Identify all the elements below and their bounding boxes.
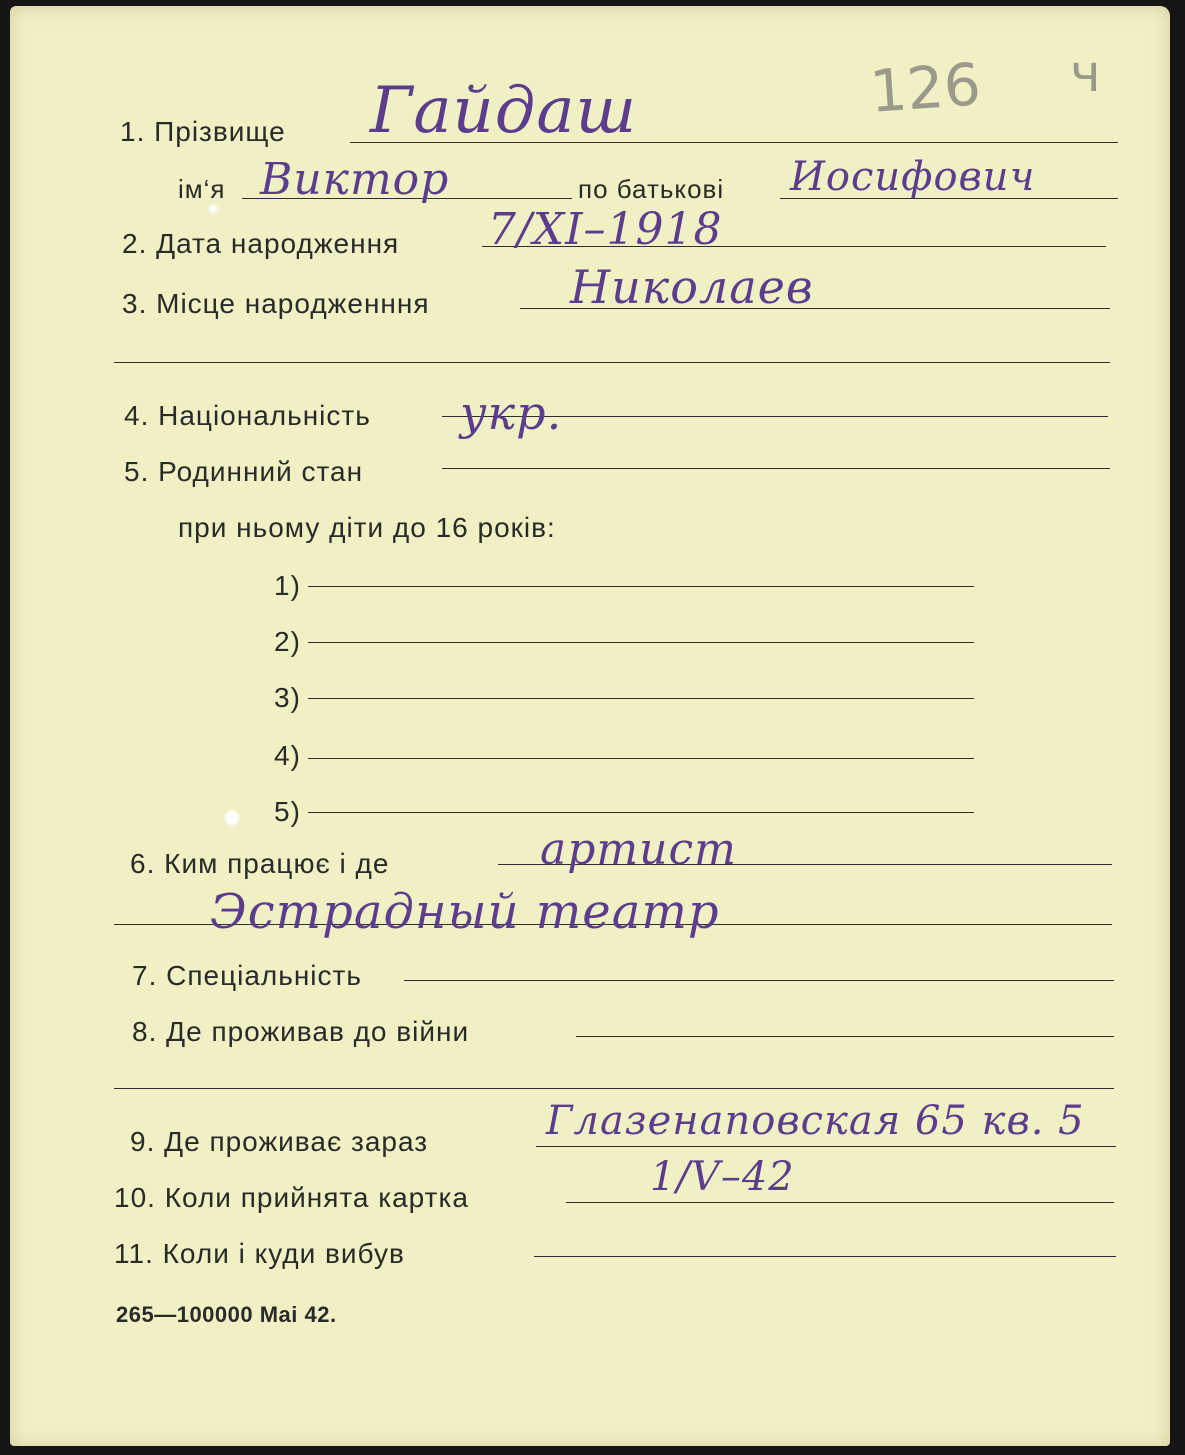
child-2-line	[308, 642, 974, 643]
work-label: 6. Ким працює і де	[130, 848, 390, 879]
archive-number: 126	[867, 50, 983, 126]
work-value-2: Эстрадный театр	[210, 884, 720, 940]
surname-value: Гайдаш	[370, 74, 638, 148]
patronymic-label: по батькові	[578, 174, 725, 204]
card-accepted-label: 10. Коли прийнята картка	[114, 1182, 469, 1213]
nationality-label: 4. Національність	[124, 400, 371, 431]
child-5-label: 5)	[274, 796, 301, 827]
child-4-label: 4)	[274, 740, 301, 771]
child-3-label: 3)	[274, 682, 301, 713]
specialty-line	[404, 980, 1114, 981]
birth-date-value: 7/XI–1918	[488, 204, 723, 255]
children-label: при ньому діти до 16 років:	[178, 512, 556, 543]
prewar-residence-line	[576, 1036, 1114, 1037]
departure-line	[534, 1256, 1116, 1257]
current-residence-value: Глазенаповская 65 кв. 5	[546, 1098, 1085, 1144]
marital-status-line	[442, 468, 1110, 469]
card-accepted-value: 1/V–42	[650, 1154, 795, 1200]
departure-label: 11. Коли і куди вибув	[114, 1238, 405, 1269]
prewar-residence-line-2	[114, 1088, 1114, 1089]
surname-label: 1. Прізвище	[120, 116, 286, 147]
child-3-line	[308, 698, 974, 699]
card-accepted-line	[566, 1202, 1114, 1203]
child-1-line	[308, 586, 974, 587]
first-name-label: ім‘я	[178, 174, 226, 204]
birth-place-value: Николаев	[570, 260, 814, 314]
first-name-value: Виктор	[260, 154, 450, 205]
prewar-residence-label: 8. Де проживав до війни	[132, 1016, 470, 1047]
nationality-value: укр.	[460, 386, 563, 440]
current-residence-label: 9. Де проживає зараз	[130, 1126, 429, 1157]
marital-status-label: 5. Родинний стан	[124, 456, 364, 487]
birth-date-label: 2. Дата народження	[122, 228, 400, 259]
birth-place-line-2	[114, 362, 1110, 363]
child-5-line	[308, 812, 974, 813]
print-code: 265—100000 Mai 42.	[116, 1302, 337, 1327]
registration-card	[10, 6, 1170, 1446]
child-4-line	[308, 758, 974, 759]
child-2-label: 2)	[274, 626, 301, 657]
punch-hole-bottom	[226, 812, 238, 824]
child-1-label: 1)	[274, 570, 301, 601]
punch-hole-top	[210, 206, 216, 212]
birth-place-label: 3. Місце народженння	[122, 288, 430, 319]
patronymic-value: Иосифович	[790, 154, 1036, 200]
specialty-label: 7. Спеціальність	[132, 960, 362, 991]
archive-letter: ч	[1070, 44, 1101, 104]
current-residence-line	[536, 1146, 1116, 1147]
work-value-1: артист	[540, 824, 737, 875]
